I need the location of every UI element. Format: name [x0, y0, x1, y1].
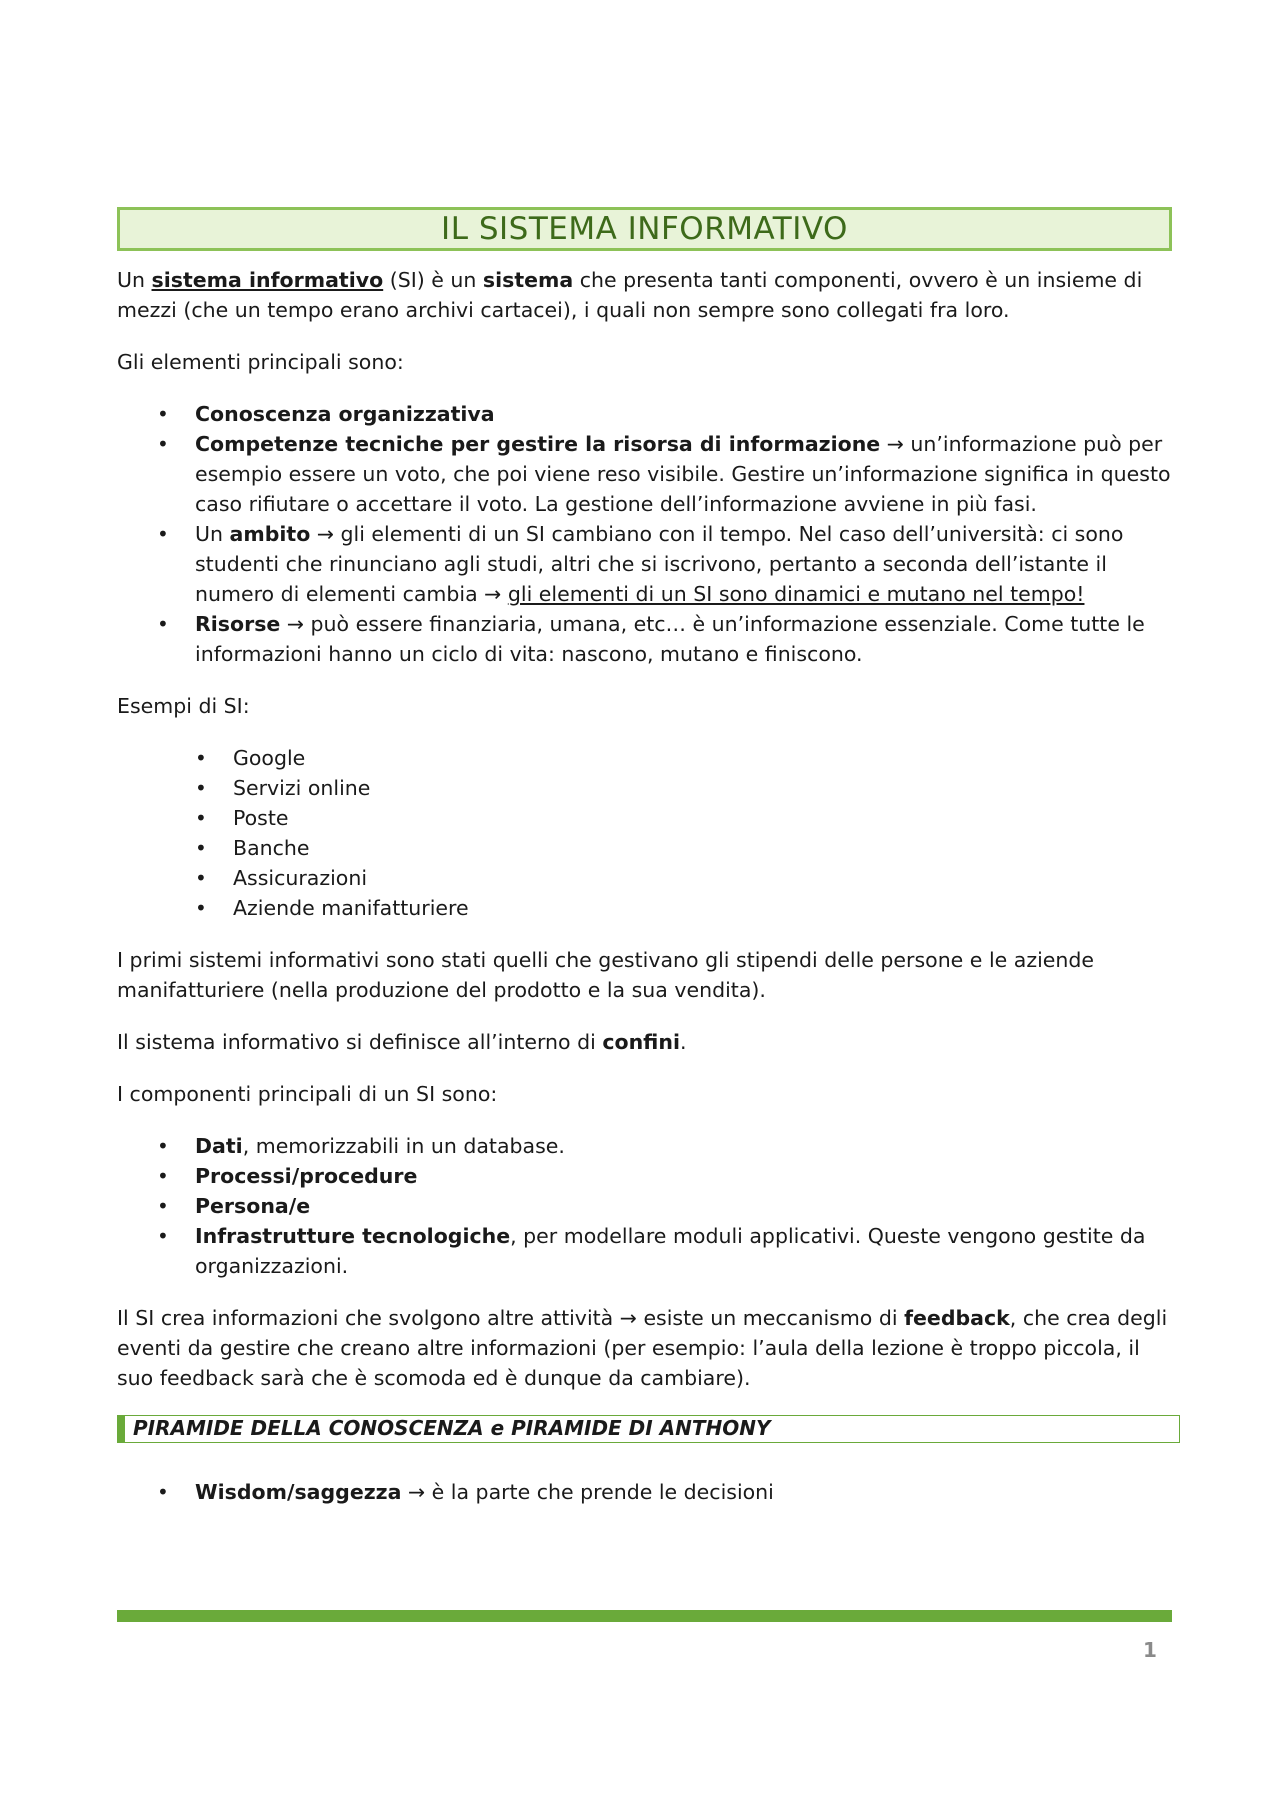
- list-item: [117, 429, 1172, 519]
- paragraph-examples-intro: Esempi di SI:: [117, 694, 250, 718]
- bullet-icon: •: [195, 896, 207, 920]
- bullet-icon: •: [157, 1134, 169, 1158]
- paragraph-elements-intro: Gli elementi principali sono:: [117, 350, 404, 374]
- item-bold: Competenze tecniche per gestire la risorsa di informazione: [195, 432, 881, 456]
- text: Un: [117, 268, 152, 292]
- section-heading-text: PIRAMIDE DELLA CONOSCENZA e PIRAMIDE DI ANTHONY: [133, 1416, 771, 1440]
- bullet-icon: •: [195, 776, 207, 800]
- bullet-icon: •: [157, 1224, 169, 1248]
- page-number: 1: [1143, 1638, 1157, 1662]
- list-components: [117, 1131, 1172, 1281]
- paragraph-intro: [117, 265, 1172, 325]
- item-text: , memorizzabili in un database.: [242, 1134, 565, 1158]
- bullet-icon: •: [195, 806, 207, 830]
- item-text: , per modellare moduli applicativi. Queste vengono gestite da organizzazioni.: [195, 1224, 1146, 1278]
- item-underline: gli elementi di un SI sono dinamici e mutano nel tempo!: [507, 582, 1085, 606]
- bullet-icon: •: [157, 612, 169, 636]
- item-text: Servizi online: [233, 776, 371, 800]
- item-bold: Infrastrutture tecnologiche: [195, 1224, 511, 1248]
- list-item: [117, 399, 1172, 429]
- list-item: [117, 743, 1172, 773]
- item-bold: Processi/procedure: [195, 1164, 418, 1188]
- item-text: Banche: [233, 836, 310, 860]
- item-text: Aziende manifatturiere: [233, 896, 469, 920]
- list-item: [117, 1191, 1172, 1221]
- paragraph-first-systems: I primi sistemi informativi sono stati quelli che gestivano gli stipendi delle persone e le aziende manifatturiere (nella produzione del prodotto e la sua vendita).: [117, 948, 1095, 1002]
- list-item: [117, 833, 1172, 863]
- list-main-elements: [117, 399, 1172, 669]
- footer-rule: [117, 1610, 1172, 1622]
- item-text: Assicurazioni: [233, 866, 368, 890]
- document-body: [117, 207, 1172, 1529]
- section-heading: [117, 1415, 1180, 1443]
- text: .: [680, 1030, 687, 1054]
- item-text: → gli elementi di un SI cambiano con il tempo. Nel caso dell’università: ci sono studenti che rinunciano agli studi, altri che si iscrivono, pertanto a seconda dell’istante il numero di elementi cambia →: [195, 522, 1124, 606]
- list-pyramid: [117, 1477, 1172, 1507]
- document-title: [117, 207, 1172, 251]
- item-bold: Dati: [195, 1134, 243, 1158]
- list-item: [117, 1477, 1172, 1507]
- item-bold: Persona/e: [195, 1194, 311, 1218]
- item-text: Google: [233, 746, 306, 770]
- list-item: [117, 1221, 1172, 1281]
- item-bold: Wisdom/saggezza: [195, 1480, 402, 1504]
- paragraph-feedback: [117, 1303, 1172, 1393]
- list-item: [117, 773, 1172, 803]
- item-text: Poste: [233, 806, 289, 830]
- bullet-icon: •: [157, 522, 169, 546]
- item-text: → un’informazione può per esempio essere un voto, che poi viene reso visibile. Gestire un’informazione significa in questo caso rifiutare o accettare il voto. La gestione dell’informazione avviene in più fasi.: [195, 432, 1171, 516]
- term-sistema: sistema: [482, 268, 574, 292]
- list-item: [117, 863, 1172, 893]
- item-text: → può essere finanziaria, umana, etc… è un’informazione essenziale. Come tutte le informazioni hanno un ciclo di vita: nascono, mutano e finiscono.: [195, 612, 1145, 666]
- bullet-icon: •: [195, 746, 207, 770]
- term-feedback: feedback: [904, 1306, 1010, 1330]
- bullet-icon: •: [157, 1164, 169, 1188]
- bullet-icon: •: [157, 402, 169, 426]
- item-bold: Risorse: [195, 612, 281, 636]
- list-examples: [117, 743, 1172, 923]
- text: , che crea degli eventi da gestire che creano altre informazioni (per esempio: l’aula della lezione è troppo piccola, il suo feedback sarà che è scomoda ed è dunque da cambiare).: [117, 1306, 1168, 1390]
- list-item: [117, 609, 1172, 669]
- bullet-icon: •: [195, 836, 207, 860]
- text: che presenta tanti componenti, ovvero è un insieme di mezzi (che un tempo erano archivi cartacei), i quali non sempre sono collegati fra loro.: [117, 268, 1143, 322]
- text: Il sistema informativo si definisce all’interno di: [117, 1030, 603, 1054]
- item-text: → è la parte che prende le decisioni: [401, 1480, 774, 1504]
- item-bold: ambito: [229, 522, 311, 546]
- bullet-icon: •: [195, 866, 207, 890]
- bullet-icon: •: [157, 1194, 169, 1218]
- list-item: [117, 893, 1172, 923]
- text: Il SI crea informazioni che svolgono altre attività → esiste un meccanismo di: [117, 1306, 905, 1330]
- document-title-text: IL SISTEMA INFORMATIVO: [441, 211, 848, 247]
- term-confini: confini: [602, 1030, 680, 1054]
- list-item: [117, 1131, 1172, 1161]
- paragraph-boundaries: [117, 1027, 1172, 1057]
- text: (SI) è un: [383, 268, 483, 292]
- term-sistema-informativo: sistema informativo: [151, 268, 384, 292]
- list-item: [117, 1161, 1172, 1191]
- item-text: Un: [195, 522, 230, 546]
- bullet-icon: •: [157, 1480, 169, 1504]
- bullet-icon: •: [157, 432, 169, 456]
- item-bold: Conoscenza organizzativa: [195, 402, 495, 426]
- paragraph-components-intro: I componenti principali di un SI sono:: [117, 1082, 498, 1106]
- list-item: [117, 519, 1172, 609]
- list-item: [117, 803, 1172, 833]
